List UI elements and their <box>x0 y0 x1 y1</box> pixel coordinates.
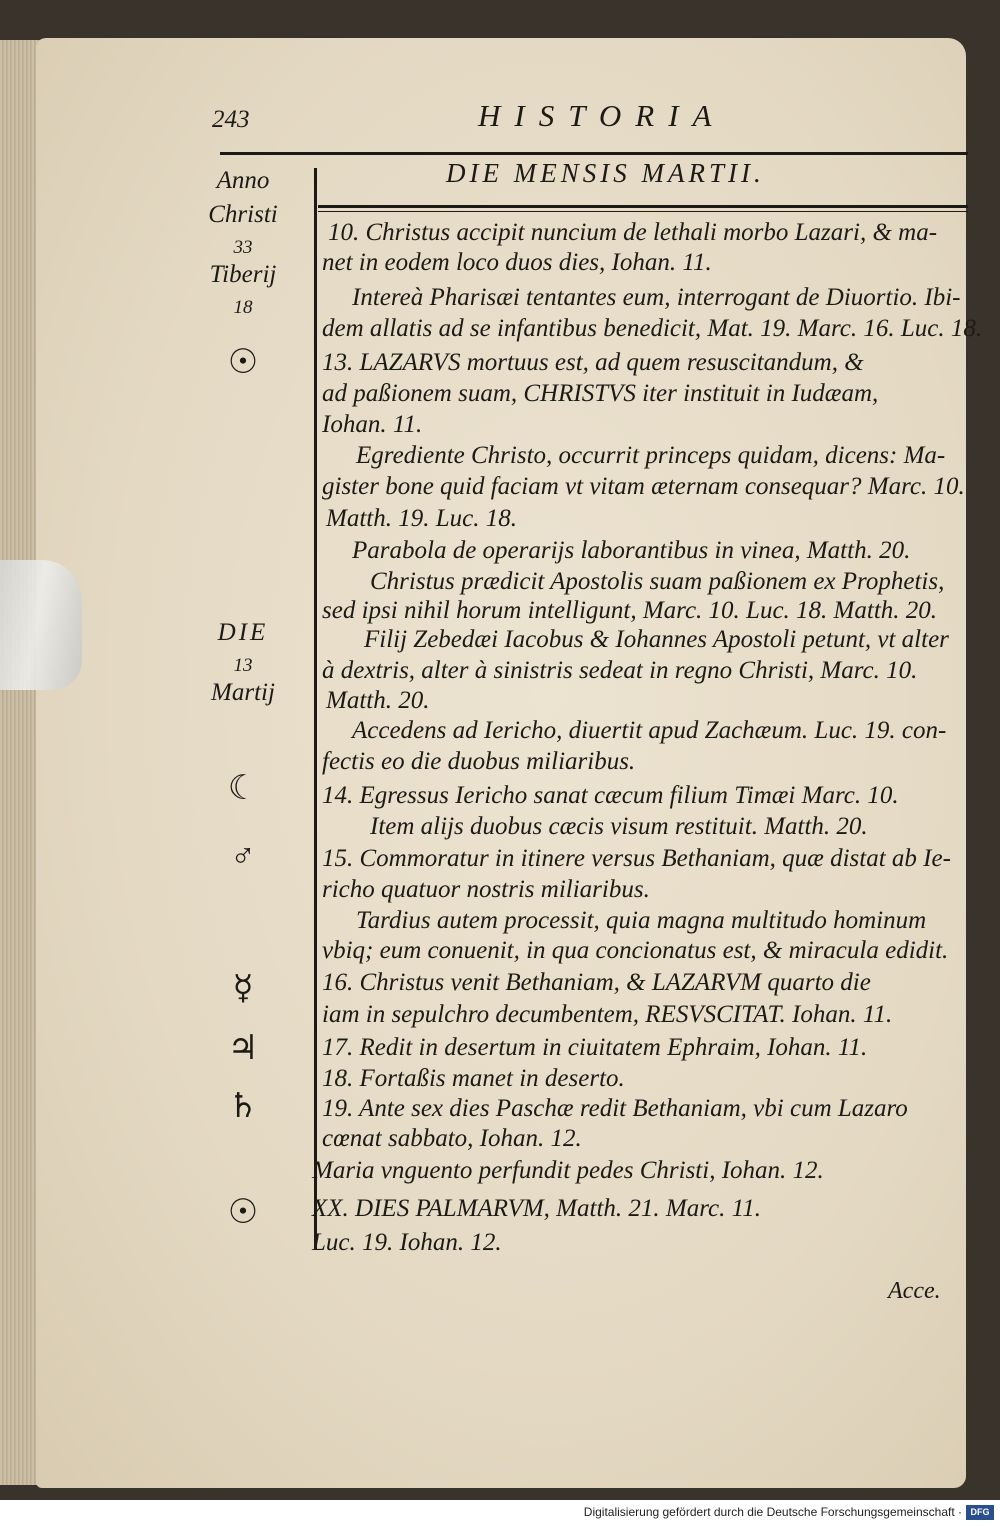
funding-credit: Digitalisierung gefördert durch die Deutsche Forschungsgemeinschaft · <box>583 1505 962 1519</box>
margin-martii: Martij <box>211 679 275 706</box>
text-line: 15. Commoratur in itinere versus Bethaniam, quæ distat ab Ie- <box>322 845 951 872</box>
catchword: Acce. <box>888 1278 941 1304</box>
text-line: iam in sepulchro decumbentem, RESVSCITAT. Iohan. 11. <box>322 1001 893 1028</box>
margin-divider <box>314 168 317 1250</box>
text-line: sed ipsi nihil horum intelligunt, Marc. 10. Luc. 18. Matth. 20. <box>322 597 938 624</box>
text-line: ad paßionem suam, CHRISTVS iter instituit in Iudæam, <box>322 380 879 407</box>
text-line: Matth. 20. <box>326 687 430 714</box>
jupiter-icon: ♃ <box>227 1030 259 1067</box>
text-line: cœnat sabbato, Iohan. 12. <box>322 1125 582 1152</box>
text-line: Luc. 19. Iohan. 12. <box>312 1229 502 1256</box>
text-line: net in eodem loco duos dies, Iohan. 11. <box>322 249 712 276</box>
heading-rule <box>318 205 968 208</box>
sun-icon: ☉ <box>227 344 259 381</box>
text-line: 10. Christus accipit nuncium de lethali morbo Lazari, & ma- <box>328 219 938 246</box>
text-line: Egrediente Christo, occurrit princeps quidam, dicens: Ma- <box>356 442 946 469</box>
page-number: 243 <box>212 106 250 133</box>
text-line: 19. Ante sex dies Paschæ redit Bethaniam, vbi cum Lazaro <box>322 1095 908 1122</box>
header-rule <box>220 152 968 155</box>
text-line: richo quatuor nostris miliaribus. <box>322 876 650 903</box>
text-line: Maria vnguento perfundit pedes Christi, Iohan. 12. <box>312 1157 824 1184</box>
text-line: 16. Christus venit Bethaniam, & LAZARVM quarto die <box>322 969 871 996</box>
text-line: fectis eo die duobus miliaribus. <box>322 748 636 775</box>
running-head: HISTORIA <box>478 98 726 133</box>
text-line: Intereà Pharisæi tentantes eum, interrogant de Diuortio. Ibi- <box>352 284 961 311</box>
footer-bar <box>0 1500 1000 1526</box>
text-line: gister bone quid faciam vt vitam æternam consequar? Marc. 10. <box>322 473 965 500</box>
dfg-logo-icon: DFG <box>966 1505 994 1520</box>
text-line: dem allatis ad se infantibus benedicit, Mat. 19. Marc. 16. Luc. 18. <box>322 315 983 342</box>
section-heading: DIE MENSIS MARTII. <box>446 158 765 188</box>
text-line: Parabola de operarijs laborantibus in vinea, Matth. 20. <box>352 537 911 564</box>
text-line: XX. DIES PALMARVM, Matth. 21. Marc. 11. <box>312 1195 762 1222</box>
margin-tiberii: Tiberij <box>209 261 277 288</box>
text-line: Christus prædicit Apostolis suam paßionem ex Prophetis, <box>370 568 945 595</box>
text-line: Item alijs duobus cæcis visum restituit. Matth. 20. <box>370 813 868 840</box>
text-line: à dextris, alter à sinistris sedeat in regno Christi, Marc. 10. <box>322 657 918 684</box>
text-line: vbiq; eum conuenit, in qua concionatus est, & miracula edidit. <box>322 937 949 964</box>
margin-christi: Christi <box>208 201 278 228</box>
margin-tiberii-year: 18 <box>233 297 253 318</box>
moon-icon: ☾ <box>227 770 259 807</box>
page-edges <box>0 40 40 1485</box>
sun-icon-sunday: ☉ <box>227 1194 259 1231</box>
margin-year: 33 <box>233 237 253 258</box>
text-line: Accedens ad Iericho, diuertit apud Zachæum. Luc. 19. con- <box>352 717 947 744</box>
text-line: Matth. 19. Luc. 18. <box>326 505 517 532</box>
text-line: Filij Zebedæi Iacobus & Iohannes Apostoli petunt, vt alter <box>364 626 949 653</box>
bookmark-strip <box>0 560 82 690</box>
text-line: 14. Egressus Iericho sanat cæcum filium Timæi Marc. 10. <box>322 782 899 809</box>
text-line: Tardius autem processit, quia magna multitudo hominum <box>356 907 927 934</box>
mars-icon: ♂ <box>230 838 256 875</box>
text-line: 18. Fortaßis manet in deserto. <box>322 1065 625 1092</box>
margin-die: DIE <box>217 619 269 646</box>
saturn-icon: ♄ <box>227 1088 259 1125</box>
margin-day: 13 <box>233 655 253 676</box>
text-line: 13. LAZARVS mortuus est, ad quem resuscitandum, & <box>322 349 864 376</box>
text-line: 17. Redit in desertum in ciuitatem Ephraim, Iohan. 11. <box>322 1034 868 1061</box>
mercury-icon: ☿ <box>232 970 254 1007</box>
heading-rule-thin <box>318 211 968 212</box>
text-line: Iohan. 11. <box>322 411 423 438</box>
margin-anno: Anno <box>216 167 270 194</box>
